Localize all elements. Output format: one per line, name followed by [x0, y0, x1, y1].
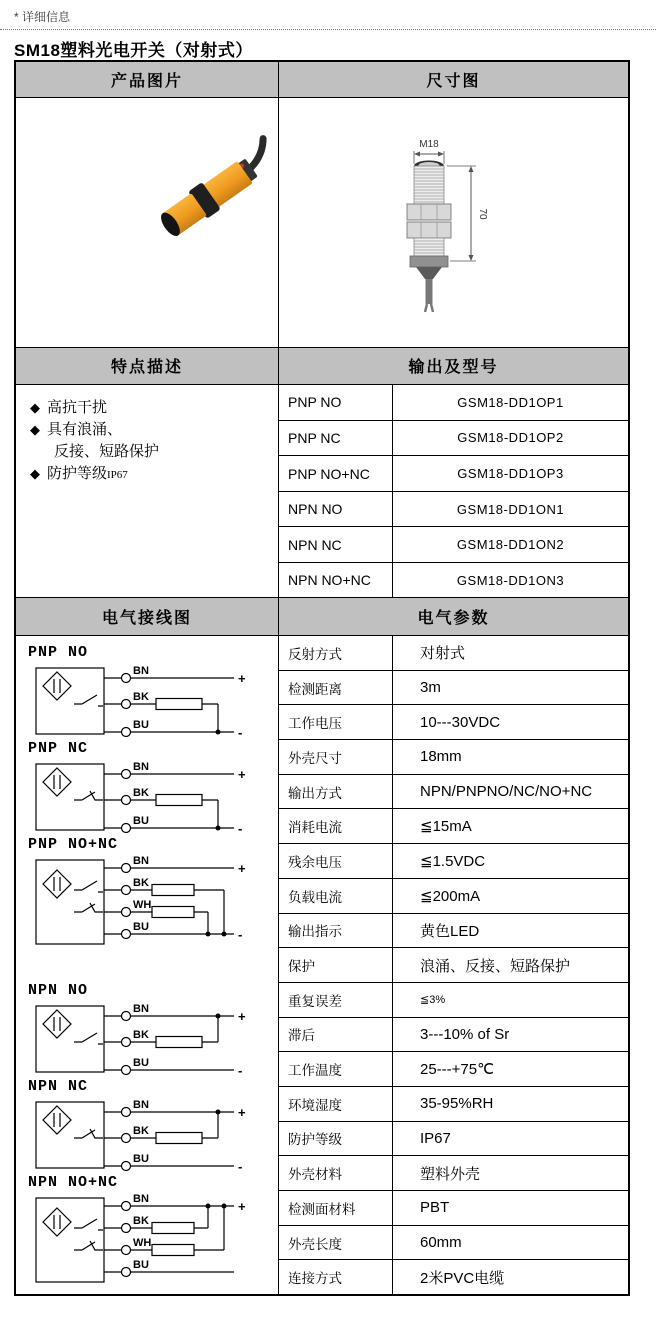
diagram-title: NPN NC — [28, 1078, 89, 1095]
param-value: 18mm — [420, 748, 462, 766]
model-row — [279, 563, 628, 598]
params-table — [279, 636, 628, 1294]
feature-item — [30, 463, 272, 486]
model-number: GSM18-DD1OP2 — [457, 430, 564, 446]
svg-text:BK: BK — [133, 1125, 149, 1137]
param-label: 检测距离 — [279, 671, 393, 705]
svg-text:BN: BN — [133, 1193, 149, 1205]
param-label: 残余电压 — [279, 844, 393, 878]
header-dimension: 尺寸图 — [426, 72, 481, 90]
circuit-diagram — [28, 1192, 268, 1294]
param-row — [279, 1260, 628, 1294]
param-value: 2米PVC电缆 — [420, 1269, 505, 1287]
param-label: 负载电流 — [279, 879, 393, 913]
image-row — [16, 98, 628, 348]
svg-text:WH: WH — [133, 899, 152, 911]
param-row — [279, 1191, 628, 1226]
param-row — [279, 983, 628, 1018]
diamond-bullet-icon: ◆ — [30, 400, 40, 416]
model-type: NPN NO+NC — [279, 563, 393, 598]
circuit-diagram — [28, 854, 268, 956]
model-type: PNP NO — [279, 385, 393, 420]
wiring-diagram-pnp-nc — [28, 740, 278, 836]
svg-text:-: - — [238, 1159, 243, 1174]
param-value: ≦3% — [420, 994, 446, 1007]
param-row — [279, 775, 628, 810]
header-output: 输出及型号 — [408, 359, 499, 377]
feature-item — [30, 397, 272, 419]
params-cell — [279, 636, 628, 1294]
diagram-title: PNP NC — [28, 740, 89, 757]
param-label: 输出方式 — [279, 775, 393, 809]
svg-text:BU: BU — [133, 719, 149, 731]
wiring-cell — [16, 636, 279, 1294]
wiring-params-row — [16, 636, 628, 1294]
sensor-symbol-icon — [43, 1106, 71, 1134]
header-wiring: 电气接线图 — [16, 598, 279, 635]
wiring-diagram-npn-nc — [28, 1078, 278, 1174]
param-label: 消耗电流 — [279, 809, 393, 843]
param-label: 检测面材料 — [279, 1191, 393, 1225]
svg-text:BK: BK — [133, 1029, 149, 1041]
svg-text:+: + — [238, 1009, 246, 1024]
model-number: GSM18-DD1ON3 — [456, 572, 565, 588]
dimension-drawing — [279, 98, 628, 347]
model-number: GSM18-DD1OP3 — [457, 466, 564, 482]
diagram-title: PNP NO — [28, 644, 89, 661]
param-row — [279, 1018, 628, 1053]
param-row — [279, 879, 628, 914]
header-features: 特点描述 — [16, 348, 279, 385]
dim-thread-label: M18 — [419, 138, 439, 150]
svg-text:BN: BN — [133, 665, 149, 677]
param-label: 反射方式 — [279, 636, 393, 670]
model-type: PNP NC — [279, 421, 393, 456]
param-label: 连接方式 — [279, 1260, 393, 1294]
param-row — [279, 705, 628, 740]
param-row — [279, 1087, 628, 1122]
header-product-image: 产品图片 — [16, 62, 279, 97]
no-contact-icon — [74, 1219, 103, 1230]
svg-text:+: + — [238, 767, 246, 782]
param-label: 防护等级 — [279, 1122, 393, 1156]
dotted-divider — [0, 29, 656, 30]
svg-text:-: - — [238, 725, 243, 740]
product-photo-cell — [16, 98, 279, 347]
svg-text:+: + — [238, 1199, 246, 1214]
feature-item — [30, 419, 272, 441]
nc-contact-icon — [74, 1241, 103, 1250]
diamond-bullet-icon: ◆ — [30, 422, 40, 438]
svg-text:BK: BK — [133, 787, 149, 799]
param-value: 对射式 — [420, 645, 466, 663]
svg-text:BU: BU — [133, 815, 149, 827]
spec-table — [14, 60, 630, 1296]
svg-text:BN: BN — [133, 855, 149, 867]
dim-length-label: 70 — [477, 208, 488, 220]
param-label: 工作温度 — [279, 1052, 393, 1086]
no-contact-icon — [74, 695, 103, 706]
param-label: 输出指示 — [279, 914, 393, 948]
param-value: 25---+75℃ — [420, 1061, 494, 1079]
param-row — [279, 844, 628, 879]
svg-text:BU: BU — [133, 921, 149, 933]
param-value: ≦200mA — [420, 887, 481, 905]
svg-text:-: - — [238, 927, 243, 942]
svg-text:+: + — [238, 671, 246, 686]
param-row — [279, 740, 628, 775]
param-label: 保护 — [279, 948, 393, 982]
svg-text:BU: BU — [133, 1057, 149, 1069]
sensor-symbol-icon — [43, 1010, 71, 1038]
model-type: NPN NC — [279, 527, 393, 562]
model-type: NPN NO — [279, 492, 393, 527]
no-contact-icon — [74, 1033, 103, 1044]
param-value: 60mm — [420, 1234, 462, 1252]
param-row — [279, 1052, 628, 1087]
nc-contact-icon — [74, 903, 103, 912]
param-row — [279, 948, 628, 983]
svg-text:BN: BN — [133, 761, 149, 773]
diagram-title: NPN NO+NC — [28, 1174, 119, 1191]
feature-text: 防护等级 — [47, 465, 108, 483]
param-value: ≦1.5VDC — [420, 852, 486, 870]
feature-item-continued — [30, 441, 272, 463]
feature-text: 反接、短路保护 — [54, 443, 160, 461]
param-row — [279, 1226, 628, 1261]
header-row-1 — [16, 62, 628, 98]
sensor-symbol-icon — [43, 768, 71, 796]
diagram-title: NPN NO — [28, 982, 89, 999]
param-label: 重复误差 — [279, 983, 393, 1017]
param-value: 塑料外壳 — [420, 1165, 481, 1183]
sensor-symbol-icon — [43, 870, 71, 898]
param-value: ≦15mA — [420, 818, 472, 836]
wiring-diagram-npn-no — [28, 982, 278, 1078]
product-photo-illustration — [16, 98, 279, 347]
feature-text-ip-rating: IP67 — [107, 469, 128, 482]
param-value: NPN/PNPNO/NC/NO+NC — [420, 783, 593, 801]
circuit-diagram — [28, 1096, 268, 1174]
features-cell — [16, 385, 279, 597]
model-type: PNP NO+NC — [279, 456, 393, 491]
circuit-diagram — [28, 662, 268, 740]
svg-text:BN: BN — [133, 1099, 149, 1111]
param-value: 黄色LED — [420, 922, 480, 940]
param-value: 浪涌、反接、短路保护 — [420, 957, 571, 975]
models-cell — [279, 385, 628, 597]
header-params: 电气参数 — [417, 610, 490, 628]
svg-text:BU: BU — [133, 1259, 149, 1271]
param-label: 外壳长度 — [279, 1226, 393, 1260]
sensor-symbol-icon — [43, 1208, 71, 1236]
circuit-diagram — [28, 1000, 268, 1078]
param-label: 工作电压 — [279, 705, 393, 739]
svg-text:-: - — [238, 821, 243, 836]
svg-text:+: + — [238, 1105, 246, 1120]
svg-text:BU: BU — [133, 1153, 149, 1165]
svg-text:BK: BK — [133, 1215, 149, 1227]
param-value: 3---10% of Sr — [420, 1025, 510, 1043]
nc-contact-icon — [74, 1129, 103, 1138]
page-title: SM18塑料光电开关（对射式） — [14, 41, 253, 60]
param-row — [279, 671, 628, 706]
diamond-bullet-icon: ◆ — [30, 466, 40, 482]
models-table — [279, 385, 628, 597]
param-row — [279, 809, 628, 844]
svg-text:+: + — [238, 861, 246, 876]
wiring-diagram-pnp-no — [28, 644, 278, 740]
svg-text:WH: WH — [133, 1237, 152, 1249]
param-label: 环境湿度 — [279, 1087, 393, 1121]
param-row — [279, 914, 628, 949]
wiring-diagram-pnp-no-nc — [28, 836, 278, 956]
model-row — [279, 492, 628, 528]
model-number: GSM18-DD1ON2 — [456, 537, 565, 553]
param-row — [279, 1156, 628, 1191]
page-note: * 详细信息 — [14, 10, 71, 24]
param-label: 外壳尺寸 — [279, 740, 393, 774]
param-value: PBT — [420, 1199, 450, 1217]
model-row — [279, 385, 628, 421]
param-value: 35-95%RH — [420, 1095, 494, 1113]
svg-text:-: - — [238, 1063, 243, 1078]
model-number: GSM18-DD1ON1 — [456, 501, 565, 517]
model-number: GSM18-DD1OP1 — [457, 394, 564, 410]
features-models-row — [16, 385, 628, 598]
param-label: 滞后 — [279, 1018, 393, 1052]
wiring-diagram-npn-no-nc — [28, 1174, 278, 1294]
svg-text:BN: BN — [133, 1003, 149, 1015]
model-row — [279, 421, 628, 457]
diagram-title: PNP NO+NC — [28, 836, 119, 853]
param-value: 3m — [420, 679, 441, 697]
param-value: IP67 — [420, 1129, 451, 1147]
model-row — [279, 456, 628, 492]
no-contact-icon — [74, 881, 103, 892]
header-row-3 — [16, 598, 628, 636]
header-row-2 — [16, 348, 628, 386]
param-row — [279, 636, 628, 671]
param-value: 10---30VDC — [420, 713, 501, 731]
feature-text: 具有浪涌、 — [47, 421, 123, 439]
model-row — [279, 527, 628, 563]
dimension-cell — [279, 98, 628, 347]
param-label: 外壳材料 — [279, 1156, 393, 1190]
nc-contact-icon — [74, 791, 103, 800]
svg-text:BK: BK — [133, 691, 149, 703]
feature-text: 高抗干扰 — [47, 399, 108, 417]
circuit-diagram — [28, 758, 268, 836]
sensor-symbol-icon — [43, 672, 71, 700]
param-row — [279, 1122, 628, 1157]
svg-text:BK: BK — [133, 877, 149, 889]
